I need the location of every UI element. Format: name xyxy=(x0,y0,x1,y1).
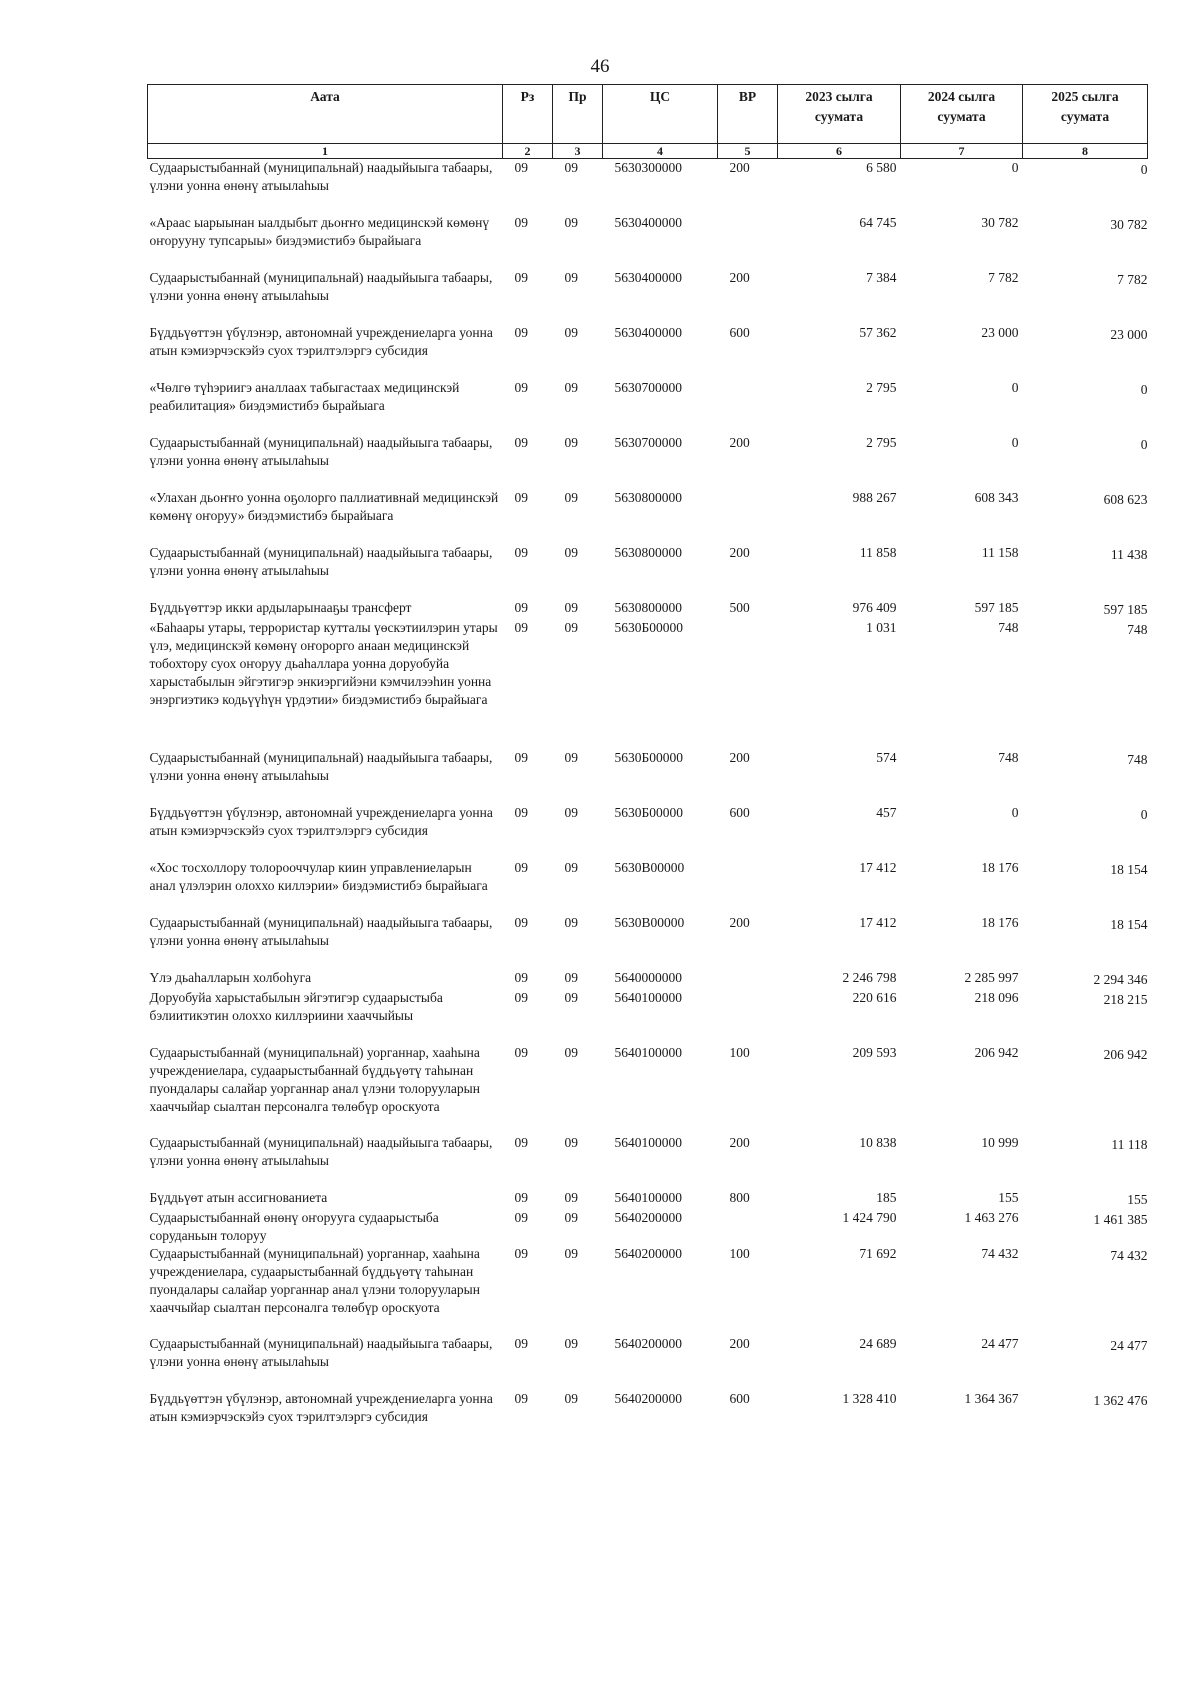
table-header-row xyxy=(148,85,1148,144)
row-amount-2024: 218 096 xyxy=(974,989,1019,1005)
row-pr: 09 xyxy=(564,989,578,1005)
row-cs: 5630Б00000 xyxy=(614,749,684,765)
row-amount-2024: 74 432 xyxy=(981,1245,1019,1261)
row-name: «Чөлгө түһэриигэ аналлаах табыгастаах медицинскэй реабилитация» биэдэмистибэ бырайыага xyxy=(149,379,460,413)
row-amount-2025: 1 461 385 xyxy=(1093,1211,1148,1227)
row-name: «Хос тосхоллору толорооччулар киин управлениеларын анал үлэлэрин олоххо киллэрии» биэдэмистибэ бырайыага xyxy=(149,859,488,893)
row-vr xyxy=(718,214,778,269)
row-pr: 09 xyxy=(564,969,578,985)
row-amount-2025: 218 215 xyxy=(1103,991,1148,1007)
table-row xyxy=(148,269,1148,324)
row-pr: 09 xyxy=(564,160,578,175)
row-name: Судаарыстыбаннай (муниципальнай) уорганнар, хааһына учреждениелара, судаарыстыбаннай бүддьүөтү таһынан пуондалары салайар уорганнар анал үлэни толорууларын хааччыйар сыалтан персоналга төлөбүр ороскуота xyxy=(149,1044,480,1114)
row-rz: 09 xyxy=(514,859,528,875)
table-row xyxy=(148,599,1148,619)
row-rz: 09 xyxy=(514,619,528,635)
row-rz: 09 xyxy=(514,1335,528,1351)
row-rz: 09 xyxy=(514,1209,528,1225)
row-amount-2024: 206 942 xyxy=(974,1044,1019,1060)
row-cs: 5640200000 xyxy=(614,1209,682,1225)
row-name: «Улахан дьоҥҥо уонна оҕолорго паллиативнай медицинскэй көмөнү оҥоруу» биэдэмистибэ бырайыага xyxy=(149,489,499,523)
row-name: Бүддьүөт атын ассигнованиета xyxy=(149,1189,328,1205)
row-amount-2023: 185 xyxy=(876,1189,897,1205)
row-amount-2023: 7 384 xyxy=(866,269,897,285)
row-vr xyxy=(718,969,778,989)
row-rz: 09 xyxy=(514,804,528,820)
table-body xyxy=(148,159,1148,1430)
row-amount-2023: 2 795 xyxy=(866,379,897,395)
row-vr: 600 xyxy=(729,324,750,340)
row-amount-2025: 11 438 xyxy=(1110,546,1148,562)
row-amount-2024: 24 477 xyxy=(981,1335,1019,1351)
row-cs: 5640100000 xyxy=(614,989,682,1005)
row-amount-2025: 18 154 xyxy=(1110,916,1148,932)
row-pr: 09 xyxy=(564,544,578,560)
row-pr: 09 xyxy=(564,804,578,820)
row-amount-2025: 24 477 xyxy=(1110,1337,1148,1353)
row-amount-2023: 17 412 xyxy=(859,914,897,930)
column-number: 6 xyxy=(778,144,901,159)
row-rz: 09 xyxy=(514,1245,528,1261)
row-amount-2025: 7 782 xyxy=(1117,271,1148,287)
row-name: Бүддьүөттэн үбүлэнэр, автономнай учреждениеларга уонна атын кэмиэрчэскэйэ суох тэрилтэлэргэ субсидия xyxy=(149,324,493,358)
header-2023: 2023 сылга суумата xyxy=(778,85,901,144)
table-row xyxy=(148,1044,1148,1134)
row-name: Судаарыстыбаннай (муниципальнай) наадыйыыга табаары, үлэни уонна өнөнү атыылаһыы xyxy=(149,160,493,193)
row-cs: 5630В00000 xyxy=(614,859,685,875)
row-amount-2024: 18 176 xyxy=(981,859,1019,875)
column-number: 7 xyxy=(901,144,1023,159)
row-name: Бүддьүөттэр икки ардыларынааҕы трансферт xyxy=(149,599,412,615)
row-name: Судаарыстыбаннай (муниципальнай) уорганнар, хааһына учреждениелара, судаарыстыбаннай бүддьүөтү таһынан пуондалары салайар уорганнар анал үлэни толорууларын хааччыйар сыалтан персоналга төлөбүр ороскуота xyxy=(149,1245,480,1315)
row-cs: 5640200000 xyxy=(614,1390,682,1406)
table-row xyxy=(148,1209,1148,1245)
row-amount-2025: 597 185 xyxy=(1103,601,1148,617)
row-vr: 100 xyxy=(729,1245,750,1261)
row-amount-2023: 2 795 xyxy=(866,434,897,450)
row-amount-2024: 748 xyxy=(998,749,1019,765)
row-pr: 09 xyxy=(564,859,578,875)
row-amount-2023: 220 616 xyxy=(852,989,897,1005)
table-row xyxy=(148,804,1148,859)
row-cs: 5640100000 xyxy=(614,1134,682,1150)
row-rz: 09 xyxy=(514,269,528,285)
row-amount-2025: 30 782 xyxy=(1110,216,1148,232)
row-name: «Баһаары утары, террористар кутталы үөскэтиилэрин утары үлэ, медицинскэй көмөнү оҥорорго анаан медицинскэй тобохтору суох оҥоруу дьаһаллара уонна доруобуйа харыстабылын эйгэтигэр энкиэргийэни кэмчилээһин уонна энэргиэтикэ кодьүүһүн үрдэтии» биэдэмистибэ бырайыага xyxy=(149,619,498,707)
row-rz: 09 xyxy=(514,160,528,175)
row-cs: 5630800000 xyxy=(614,599,682,615)
row-pr: 09 xyxy=(564,214,578,230)
row-amount-2024: 155 xyxy=(998,1189,1019,1205)
row-vr xyxy=(718,489,778,544)
row-name: Судаарыстыбаннай (муниципальнай) наадыйыыга табаары, үлэни уонна өнөнү атыылаһыы xyxy=(149,1335,493,1369)
row-cs: 5630Б00000 xyxy=(614,804,684,820)
row-cs: 5630800000 xyxy=(614,544,682,560)
row-amount-2023: 209 593 xyxy=(852,1044,897,1060)
row-vr: 500 xyxy=(729,599,750,615)
table-row xyxy=(148,324,1148,379)
row-cs: 5640200000 xyxy=(614,1335,682,1351)
column-number: 1 xyxy=(148,144,503,159)
row-amount-2023: 24 689 xyxy=(859,1335,897,1351)
column-number: 4 xyxy=(603,144,718,159)
row-name: Судаарыстыбаннай (муниципальнай) наадыйыыга табаары, үлэни уонна өнөнү атыылаһыы xyxy=(149,749,493,783)
column-number: 2 xyxy=(503,144,553,159)
row-amount-2024: 11 158 xyxy=(981,544,1019,560)
row-vr: 600 xyxy=(729,1390,750,1406)
row-cs: 5640100000 xyxy=(614,1044,682,1060)
row-amount-2024: 1 463 276 xyxy=(964,1209,1019,1225)
row-amount-2025: 206 942 xyxy=(1103,1046,1148,1062)
row-amount-2024: 10 999 xyxy=(981,1134,1019,1150)
table-row xyxy=(148,1245,1148,1335)
row-vr xyxy=(718,989,778,1044)
row-name: «Араас ыарыынан ыалдыбыт дьоҥҥо медицинскэй көмөнү оҥорууну тупсарыы» биэдэмистибэ бырайыага xyxy=(149,214,490,248)
row-rz: 09 xyxy=(514,489,528,505)
row-rz: 09 xyxy=(514,749,528,765)
budget-table xyxy=(147,84,1148,1430)
row-cs: 5630300000 xyxy=(614,160,682,175)
row-cs: 5640200000 xyxy=(614,1245,682,1261)
row-cs: 5630400000 xyxy=(614,269,682,285)
row-pr: 09 xyxy=(564,619,578,635)
row-amount-2025: 0 xyxy=(1140,162,1148,177)
row-amount-2025: 74 432 xyxy=(1110,1247,1148,1263)
row-rz: 09 xyxy=(514,379,528,395)
row-amount-2025: 748 xyxy=(1127,621,1148,637)
row-name: Судаарыстыбаннай (муниципальнай) наадыйыыга табаары, үлэни уонна өнөнү атыылаһыы xyxy=(149,544,493,578)
row-vr: 200 xyxy=(729,914,750,930)
table-row xyxy=(148,434,1148,489)
row-rz: 09 xyxy=(514,434,528,450)
table-row xyxy=(148,1390,1148,1430)
table-row xyxy=(148,544,1148,599)
row-amount-2023: 1 328 410 xyxy=(842,1390,897,1406)
row-amount-2024: 30 782 xyxy=(981,214,1019,230)
row-cs: 5630700000 xyxy=(614,379,682,395)
row-amount-2023: 988 267 xyxy=(852,489,897,505)
row-pr: 09 xyxy=(564,1044,578,1060)
column-number: 8 xyxy=(1023,144,1148,159)
header-vr: ВР xyxy=(718,85,778,144)
row-rz: 09 xyxy=(514,544,528,560)
row-rz: 09 xyxy=(514,214,528,230)
row-vr xyxy=(718,619,778,749)
row-pr: 09 xyxy=(564,1189,578,1205)
row-pr: 09 xyxy=(564,599,578,615)
row-cs: 5640000000 xyxy=(614,969,682,985)
row-rz: 09 xyxy=(514,599,528,615)
row-amount-2023: 1 424 790 xyxy=(842,1209,897,1225)
row-amount-2023: 976 409 xyxy=(852,599,897,615)
row-pr: 09 xyxy=(564,1245,578,1261)
row-amount-2025: 0 xyxy=(1140,806,1148,822)
row-amount-2024: 0 xyxy=(1011,434,1019,450)
row-pr: 09 xyxy=(564,1134,578,1150)
row-amount-2023: 10 838 xyxy=(859,1134,897,1150)
row-vr: 200 xyxy=(729,749,750,765)
header-pr: Пр xyxy=(553,85,603,144)
row-cs: 5630400000 xyxy=(614,214,682,230)
row-cs: 5630В00000 xyxy=(614,914,685,930)
table-row xyxy=(148,989,1148,1044)
row-vr xyxy=(718,379,778,434)
row-vr: 100 xyxy=(729,1044,750,1060)
row-vr: 200 xyxy=(729,160,750,175)
row-amount-2025: 18 154 xyxy=(1110,861,1148,877)
page-number: 46 xyxy=(590,56,610,77)
row-amount-2025: 11 118 xyxy=(1111,1136,1148,1152)
row-name: Судаарыстыбаннай (муниципальнай) наадыйыыга табаары, үлэни уонна өнөнү атыылаһыы xyxy=(149,1134,493,1168)
row-amount-2025: 608 623 xyxy=(1103,491,1148,507)
table-row xyxy=(148,969,1148,989)
row-amount-2023: 1 031 xyxy=(866,619,897,635)
row-amount-2025: 748 xyxy=(1127,751,1148,767)
row-name: Доруобуйа харыстабылын эйгэтигэр судаарыстыба бэлиитикэтин олоххо киллэриини хааччыйыы xyxy=(149,989,443,1023)
row-rz: 09 xyxy=(514,1134,528,1150)
row-rz: 09 xyxy=(514,989,528,1005)
row-amount-2023: 2 246 798 xyxy=(842,969,897,985)
table-row xyxy=(148,379,1148,434)
row-amount-2025: 23 000 xyxy=(1110,326,1148,342)
row-amount-2024: 7 782 xyxy=(988,269,1019,285)
header-2025: 2025 сылга суумата xyxy=(1023,85,1148,144)
row-amount-2024: 2 285 997 xyxy=(964,969,1019,985)
row-amount-2023: 17 412 xyxy=(859,859,897,875)
table-row xyxy=(148,1134,1148,1189)
row-amount-2024: 748 xyxy=(998,619,1019,635)
row-amount-2025: 0 xyxy=(1140,436,1148,452)
row-pr: 09 xyxy=(564,1335,578,1351)
row-vr: 200 xyxy=(729,1335,750,1351)
row-rz: 09 xyxy=(514,1044,528,1060)
row-pr: 09 xyxy=(564,1390,578,1406)
row-cs: 5630700000 xyxy=(614,434,682,450)
row-amount-2024: 23 000 xyxy=(981,324,1019,340)
column-number: 3 xyxy=(553,144,603,159)
header-cs: ЦС xyxy=(603,85,718,144)
table-row xyxy=(148,1189,1148,1209)
row-pr: 09 xyxy=(564,489,578,505)
row-amount-2023: 64 745 xyxy=(859,214,897,230)
row-name: Бүддьүөттэн үбүлэнэр, автономнай учреждениеларга уонна атын кэмиэрчэскэйэ суох тэрилтэлэргэ субсидия xyxy=(149,1390,493,1424)
row-name: Бүддьүөттэн үбүлэнэр, автономнай учреждениеларга уонна атын кэмиэрчэскэйэ суох тэрилтэлэргэ субсидия xyxy=(149,804,493,838)
table-row xyxy=(148,214,1148,269)
row-rz: 09 xyxy=(514,1390,528,1406)
row-vr xyxy=(718,859,778,914)
row-pr: 09 xyxy=(564,324,578,340)
row-pr: 09 xyxy=(564,269,578,285)
table-row xyxy=(148,749,1148,804)
row-amount-2025: 1 362 476 xyxy=(1093,1392,1148,1408)
row-amount-2023: 457 xyxy=(876,804,897,820)
row-vr: 200 xyxy=(729,434,750,450)
row-amount-2023: 11 858 xyxy=(859,544,897,560)
table-row xyxy=(148,914,1148,969)
row-vr: 200 xyxy=(729,544,750,560)
row-pr: 09 xyxy=(564,1209,578,1225)
row-pr: 09 xyxy=(564,434,578,450)
header-rz: Рз xyxy=(503,85,553,144)
row-amount-2024: 0 xyxy=(1011,379,1019,395)
row-name: Үлэ дьаһалларын холбоһуга xyxy=(149,969,312,985)
table-column-numbers-row xyxy=(148,144,1148,159)
row-vr xyxy=(718,1209,778,1245)
row-amount-2024: 597 185 xyxy=(974,599,1019,615)
row-amount-2025: 0 xyxy=(1140,381,1148,397)
header-name: Аата xyxy=(148,85,503,144)
header-2024: 2024 сылга суумата xyxy=(901,85,1023,144)
row-amount-2025: 155 xyxy=(1127,1191,1148,1207)
row-vr: 600 xyxy=(729,804,750,820)
row-pr: 09 xyxy=(564,914,578,930)
row-cs: 5630400000 xyxy=(614,324,682,340)
row-rz: 09 xyxy=(514,1189,528,1205)
row-rz: 09 xyxy=(514,324,528,340)
row-name: Судаарыстыбаннай (муниципальнай) наадыйыыга табаары, үлэни уонна өнөнү атыылаһыы xyxy=(149,914,493,948)
table-row xyxy=(148,859,1148,914)
row-rz: 09 xyxy=(514,969,528,985)
row-amount-2023: 574 xyxy=(876,749,897,765)
row-amount-2024: 0 xyxy=(1011,804,1019,820)
row-pr: 09 xyxy=(564,379,578,395)
row-amount-2023: 6 580 xyxy=(866,160,897,175)
row-amount-2025: 2 294 346 xyxy=(1093,971,1148,987)
table-row xyxy=(148,1335,1148,1390)
row-vr: 200 xyxy=(729,1134,750,1150)
row-rz: 09 xyxy=(514,914,528,930)
row-pr: 09 xyxy=(564,749,578,765)
row-vr: 800 xyxy=(729,1189,750,1205)
row-name: Судаарыстыбаннай өнөнү оҥорууга судаарыстыба соруданьын толоруу xyxy=(149,1209,439,1243)
column-number: 5 xyxy=(718,144,778,159)
row-amount-2024: 608 343 xyxy=(974,489,1019,505)
row-amount-2023: 71 692 xyxy=(859,1245,897,1261)
table-row xyxy=(148,489,1148,544)
table-row xyxy=(148,619,1148,749)
row-name: Судаарыстыбаннай (муниципальнай) наадыйыыга табаары, үлэни уонна өнөнү атыылаһыы xyxy=(149,434,493,468)
row-cs: 5640100000 xyxy=(614,1189,682,1205)
row-amount-2024: 18 176 xyxy=(981,914,1019,930)
row-name: Судаарыстыбаннай (муниципальнай) наадыйыыга табаары, үлэни уонна өнөнү атыылаһыы xyxy=(149,269,493,303)
row-vr: 200 xyxy=(729,269,750,285)
row-amount-2023: 57 362 xyxy=(859,324,897,340)
row-cs: 5630800000 xyxy=(614,489,682,505)
row-amount-2024: 1 364 367 xyxy=(964,1390,1019,1406)
table-row xyxy=(148,159,1148,214)
row-amount-2024: 0 xyxy=(1011,160,1019,175)
row-cs: 5630Б00000 xyxy=(614,619,684,635)
